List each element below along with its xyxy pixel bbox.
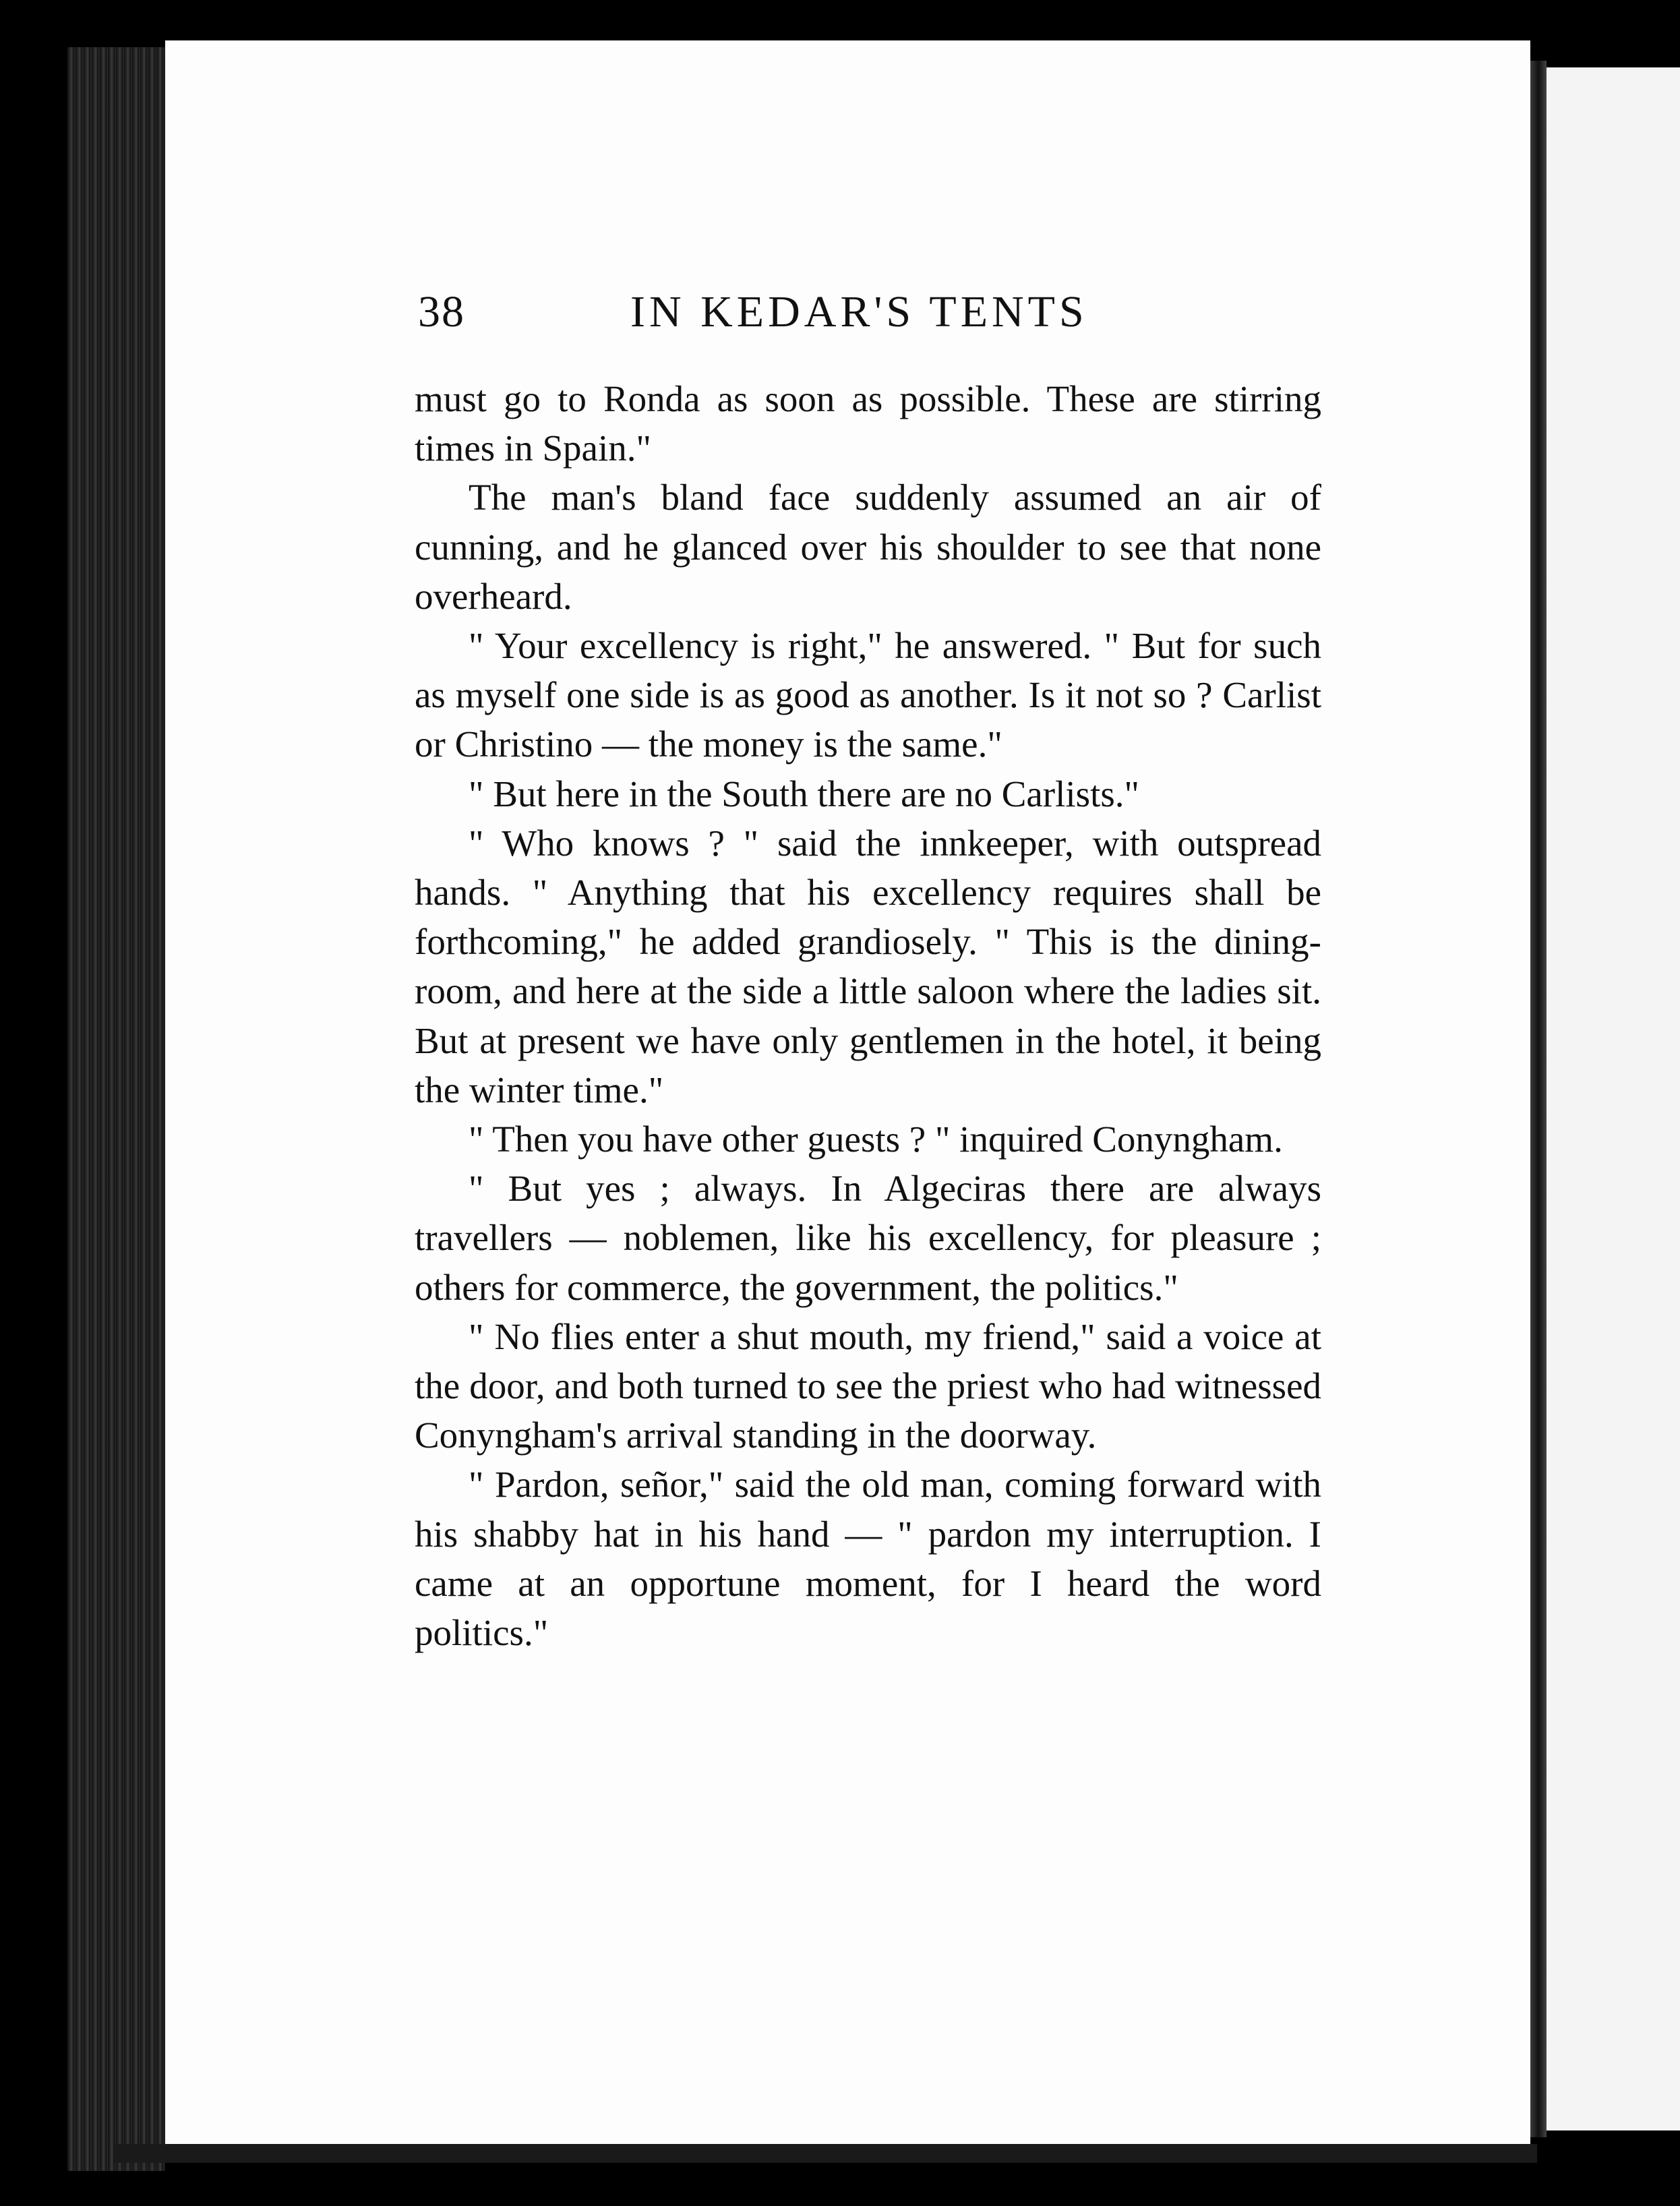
page-bottom-shadow xyxy=(115,2144,1537,2163)
paragraph: " Who knows ? " said the innkeeper, with outspread hands. " Anything that his excellency requires shall be forthcoming," he added grandiosely. " This is the dining-room, and here at the side a little saloon where the ladies sit. But at present we have only gentlemen in the hotel, it being the winter time." xyxy=(415,822,1321,1110)
paragraph: " Pardon, señor," said the old man, coming forward with his shabby hat in his hand — " pardon my interruption. I came at an opportune moment, for I heard the word politics." xyxy=(415,1464,1321,1654)
paragraph: The man's bland face suddenly assumed an air of cunning, and he glanced over his shoulder to see that none overheard. xyxy=(415,477,1321,617)
body-text xyxy=(415,374,1321,1657)
adjacent-page xyxy=(1547,67,1680,2130)
paragraph: " Then you have other guests ? " inquired Conyngham. xyxy=(469,1119,1283,1160)
paragraph: " Your excellency is right," he answered. " But for such as myself one side is as good as another. Is it not so ? Carlist or Christino — the money is the same." xyxy=(415,625,1321,765)
book-gutter xyxy=(1530,61,1547,2137)
running-head xyxy=(418,287,1328,361)
paragraph: must go to Ronda as soon as possible. These are stirring times in Spain." xyxy=(415,378,1321,469)
paragraph: " But here in the South there are no Carlists." xyxy=(469,773,1139,814)
page-number: 38 xyxy=(418,287,465,336)
running-title: IN KEDAR'S TENTS xyxy=(630,287,1088,336)
paragraph: " But yes ; always. In Algeciras there are always travellers — noblemen, like his excellency, for pleasure ; others for commerce, the government, the politics." xyxy=(415,1168,1321,1308)
paragraph: " No flies enter a shut mouth, my friend," said a voice at the door, and both turned to see the priest who had witnessed Conyngham's arrival standing in the doorway. xyxy=(415,1315,1321,1456)
book-fore-edge xyxy=(67,47,165,2171)
